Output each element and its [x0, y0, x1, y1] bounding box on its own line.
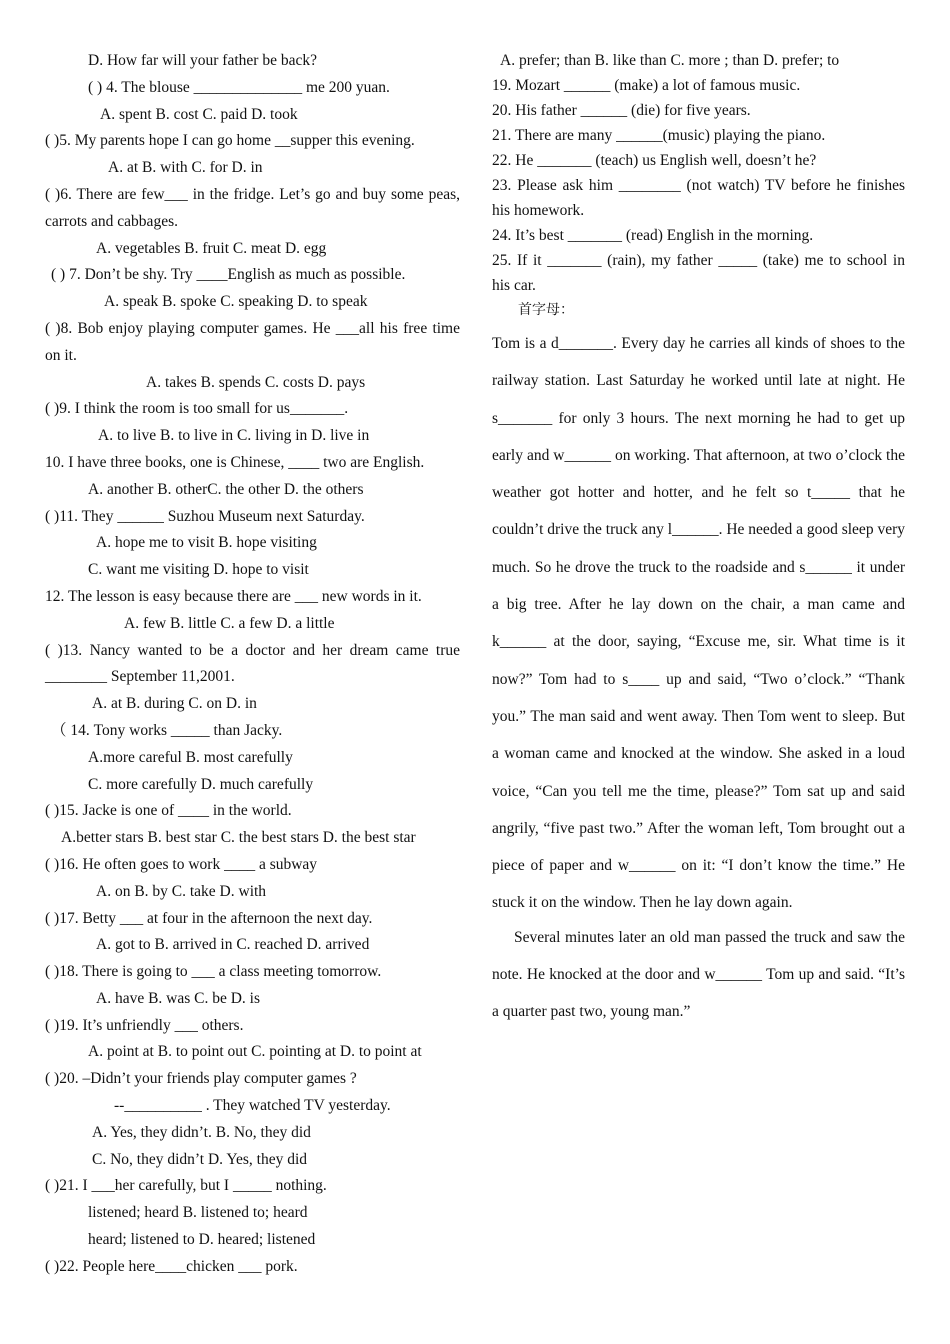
cloze-passage: [492, 325, 905, 1031]
question-line: A. takes B. spends C. costs D. pays: [146, 373, 366, 391]
question-line: A. few B. little C. a few D. a little: [124, 614, 335, 632]
question-line: A.better stars B. best star C. the best stars D. the best star: [61, 829, 416, 847]
question-line: C. more carefully D. much carefully: [88, 775, 314, 793]
question-line: A. at B. during C. on D. in: [92, 695, 257, 713]
question-line: ( ) 7. Don’t be shy. Try ____English as much as possible.: [51, 266, 406, 284]
question-line: （ 14. Tony works _____ than Jacky.: [51, 721, 283, 739]
question-line: listened; heard B. listened to; heard: [88, 1204, 308, 1222]
question-line: ( )15. Jacke is one of ____ in the world.: [45, 802, 292, 820]
left-column: [45, 48, 460, 1281]
passage-paragraph: Several minutes later an old man passed the truck and saw the note. He knocked at the door and w______ Tom up and said. “It’s a quarter past two, young man.”: [492, 928, 905, 1021]
question-line: A. point at B. to point out C. pointing at D. to point at: [88, 1043, 422, 1061]
question-line: ( )9. I think the room is too small for us_______.: [45, 400, 349, 418]
question-line: 23. Please ask him ________ (not watch) TV before he finishes his homework.: [492, 177, 905, 219]
question-line: A. have B. was C. be D. is: [96, 989, 261, 1007]
question-line: heard; listened to D. heared; listened: [88, 1231, 316, 1249]
question-line: 19. Mozart ______ (make) a lot of famous music.: [492, 77, 801, 94]
question-line: A. at B. with C. for D. in: [108, 159, 263, 177]
question-line: C. No, they didn’t D. Yes, they did: [92, 1150, 308, 1168]
question-line: A. Yes, they didn’t. B. No, they did: [92, 1123, 311, 1141]
question-line: ( )11. They ______ Suzhou Museum next Saturday.: [45, 507, 365, 525]
question-line: 22. He _______ (teach) us English well, doesn’t he?: [492, 152, 817, 169]
question-line: ( )19. It’s unfriendly ___ others.: [45, 1016, 244, 1034]
question-line: ( )21. I ___her carefully, but I _____ nothing.: [45, 1177, 327, 1195]
question-line: ( )17. Betty ___ at four in the afternoon the next day.: [45, 909, 373, 927]
question-line: 24. It’s best _______ (read) English in the morning.: [492, 227, 814, 244]
question-line: ( )20. –Didn’t your friends play computer games ?: [45, 1070, 357, 1088]
question-line: --__________ . They watched TV yesterday.: [114, 1097, 391, 1115]
question-line: ( )22. People here____chicken ___ pork.: [45, 1257, 298, 1275]
question-line: 10. I have three books, one is Chinese, ____ two are English.: [45, 453, 425, 471]
passage-paragraph: Tom is a d_______. Every day he carries all kinds of shoes to the railway station. Last Saturday he worked until late at night. He s_______ for only 3 hours. The next morning he had to get up early and w______ on working. That afternoon, at two o’clock the weather got hotter and hotter, and he felt so t_____ that he couldn’t drive the truck any l______. He needed a good sleep very much. So he drove the truck to the roadside and s______ it under a big tree. After he lay down on the chair, a man came and k______ at the door, saying, “Excuse me, sir. What time is it now?” Tom had to s____ up and said, “Two o’clock.” “Thank you.” The man said and went away. Then Tom went to sleep. But a woman came and knocked at the window. She asked in a loud voice, “Can you tell me the time, please?” Tom sat up and said angrily, “five past two.” After the woman left, Tom brought out a piece of paper and w______ on it: “I don’t know the time.” He stuck it on the window. Then he lay down again.: [492, 335, 905, 912]
question-line: ( )16. He often goes to work ____ a subway: [45, 855, 318, 873]
question-line: A. got to B. arrived in C. reached D. arrived: [96, 936, 370, 954]
question-line: 25. If it _______ (rain), my father _____ (take) me to school in his car.: [492, 252, 905, 294]
question-line: A. hope me to visit B. hope visiting: [96, 534, 317, 552]
fill-in-verb-form-section: [492, 48, 905, 298]
question-line: 20. His father ______ (die) for five years.: [492, 102, 751, 119]
question-line: 21. There are many ______(music) playing the piano.: [492, 127, 826, 144]
question-line: ( ) 4. The blouse ______________ me 200 yuan.: [88, 78, 390, 96]
question-line: 12. The lesson is easy because there are ___ new words in it.: [45, 587, 422, 605]
question-line: A. on B. by C. take D. with: [96, 882, 267, 900]
question-line: A. spent B. cost C. paid D. took: [100, 105, 298, 123]
question-line: ( )13. Nancy wanted to be a doctor and her dream came true ________ September 11,2001.: [45, 641, 460, 686]
question-line: A. another B. otherC. the other D. the others: [88, 480, 364, 498]
question-line: A. to live B. to live in C. living in D. live in: [98, 427, 370, 445]
question-line: A. prefer; than B. like than C. more ; than D. prefer; to: [500, 52, 840, 69]
question-line: A. speak B. spoke C. speaking D. to speak: [104, 293, 368, 311]
question-line: A. vegetables B. fruit C. meat D. egg: [96, 239, 327, 257]
question-line: ( )18. There is going to ___ a class meeting tomorrow.: [45, 963, 382, 981]
question-line: A.more careful B. most carefully: [88, 748, 293, 766]
right-column: [492, 48, 905, 1031]
question-line: ( )8. Bob enjoy playing computer games. He ___all his free time on it.: [45, 319, 460, 364]
question-line: D. How far will your father be back?: [88, 52, 317, 69]
question-line: ( )5. My parents hope I can go home __supper this evening.: [45, 132, 415, 150]
question-line: C. want me visiting D. hope to visit: [88, 561, 309, 579]
question-line: ( )6. There are few___ in the fridge. Let’s go and buy some peas, carrots and cabbages.: [45, 185, 460, 230]
section-heading: 首字母：: [518, 302, 574, 318]
